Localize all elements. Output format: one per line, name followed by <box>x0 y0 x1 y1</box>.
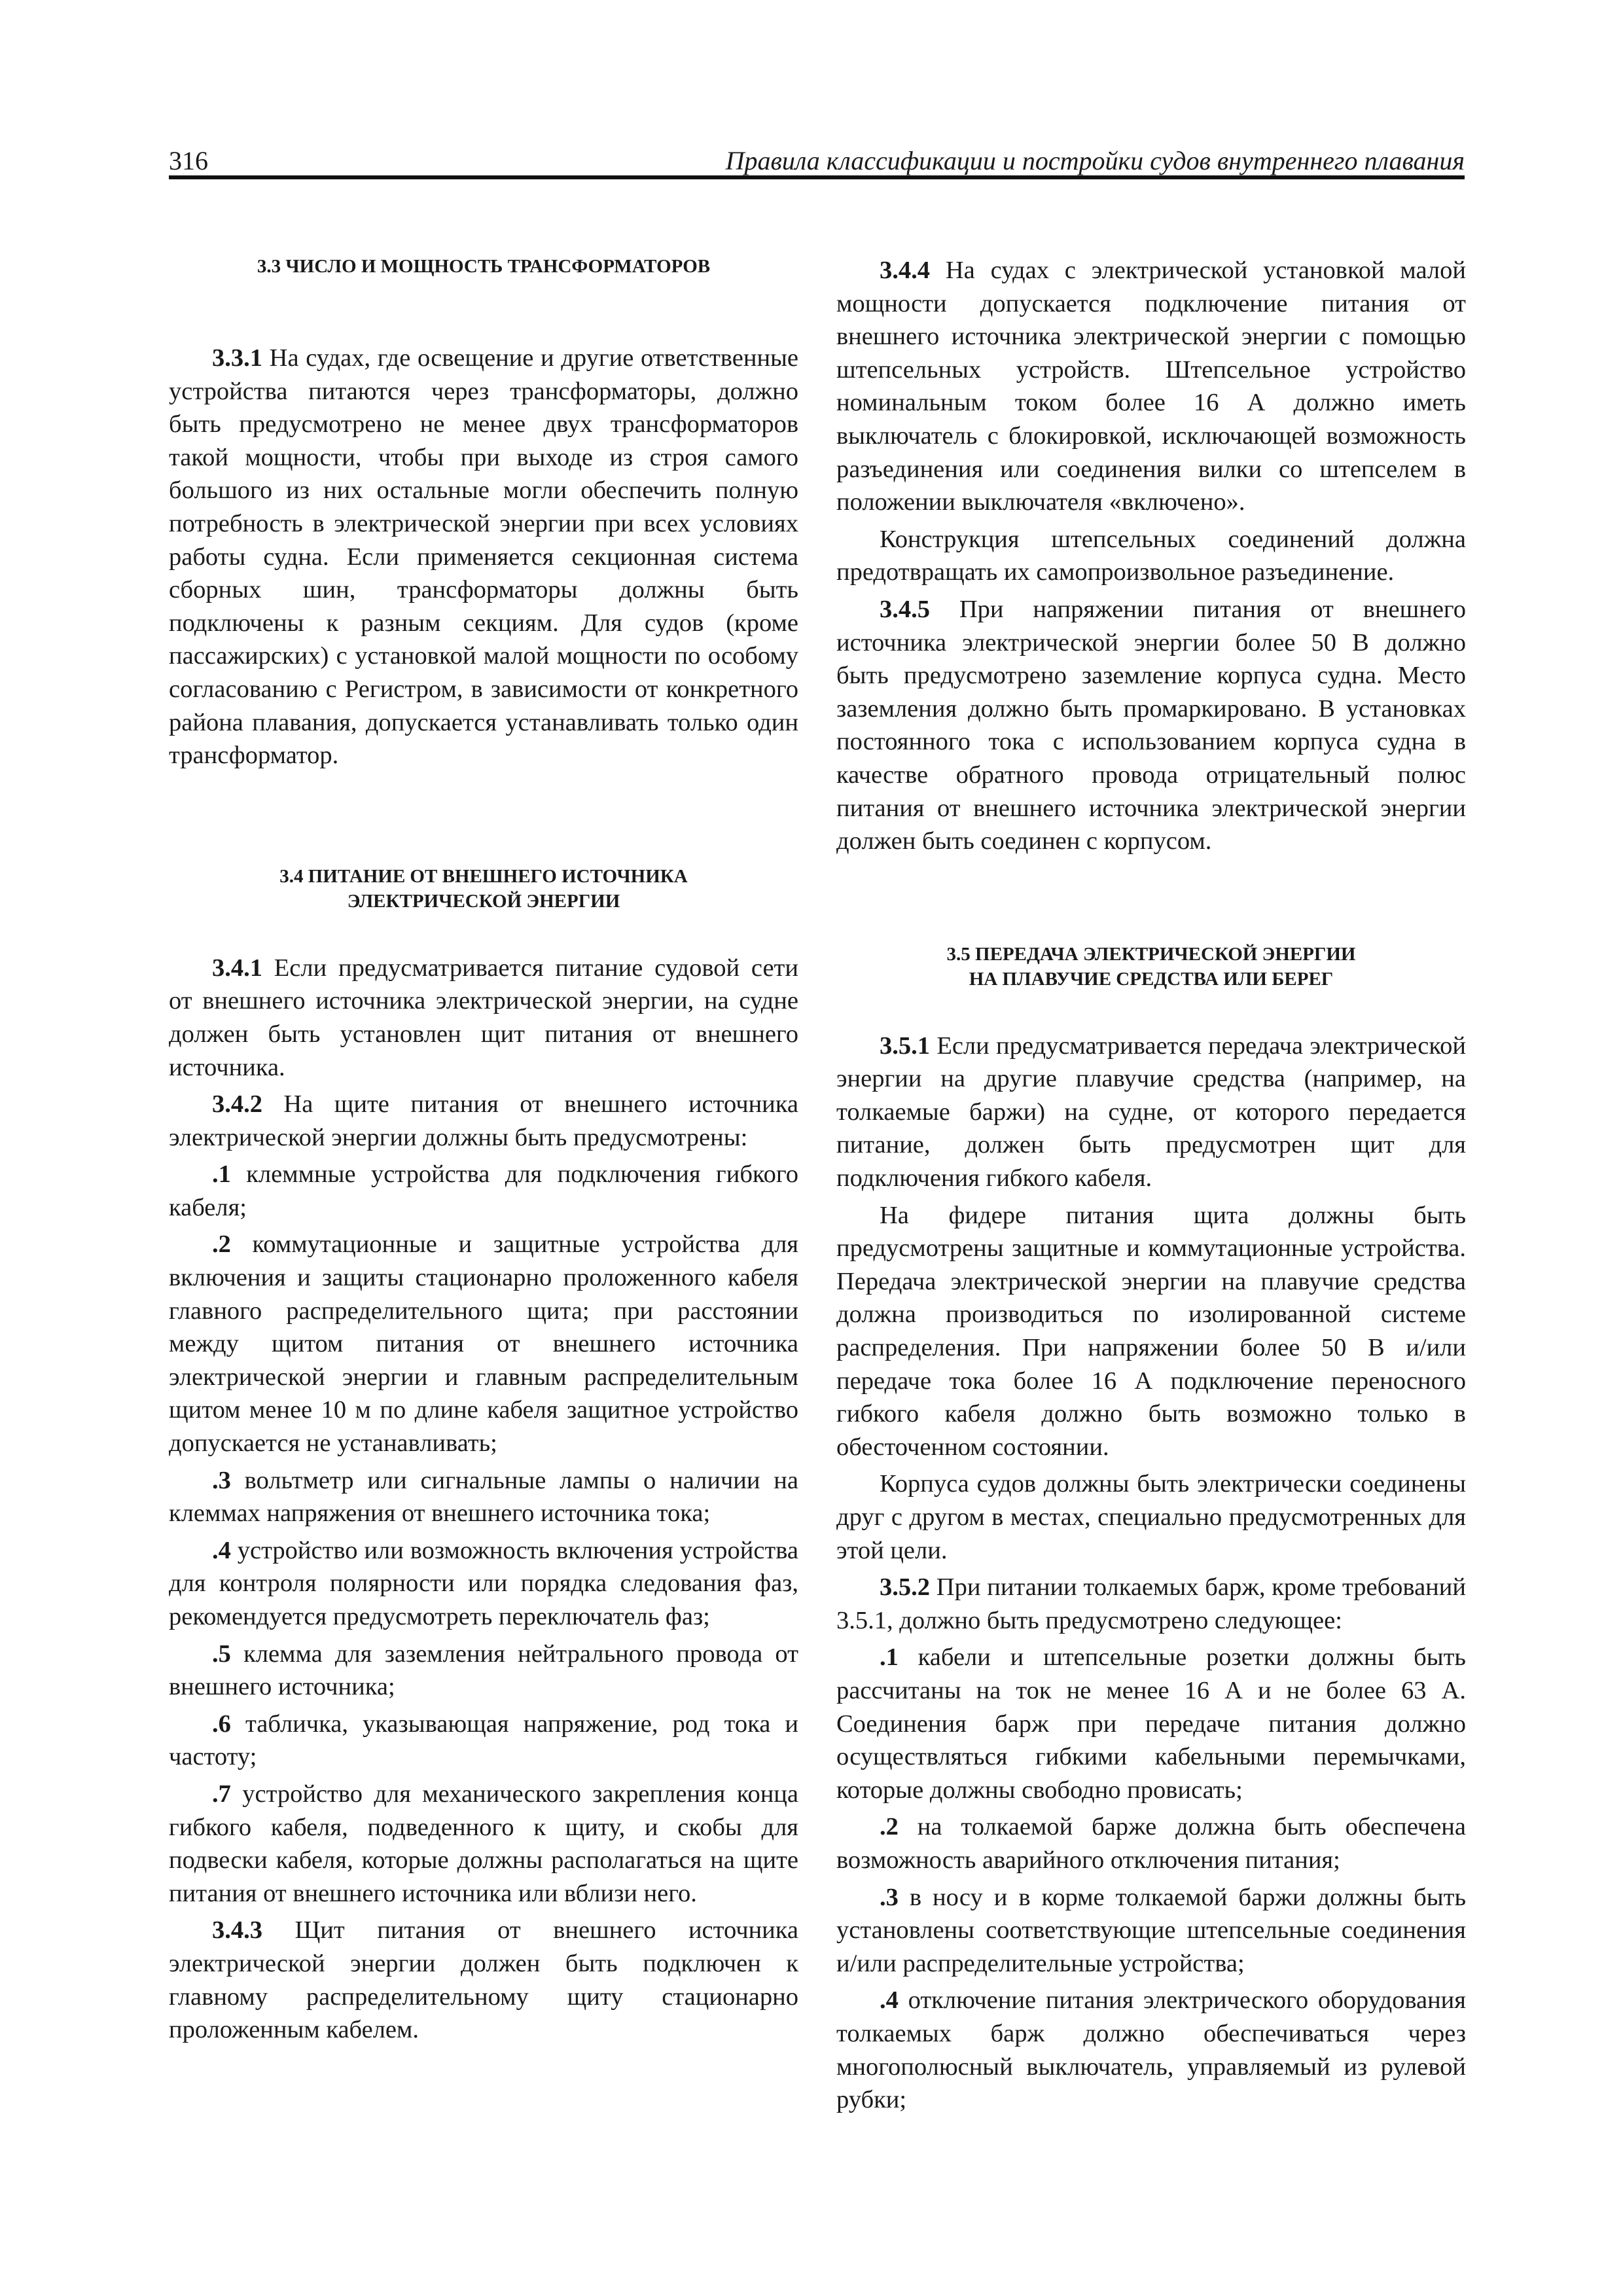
clause-3-3-1 <box>169 342 798 772</box>
item-text: на толкаемой барже должна быть обеспечена возможность аварийного отключения питания; <box>836 1813 1466 1874</box>
clause-3-5-2 <box>836 1571 1466 1637</box>
section-3-5-title <box>836 942 1466 992</box>
item-text: устройство для механического закрепления конца гибкого кабеля, подведенного к щиту, и скобы для подвески кабеля, которые должны располагаться на щите питания от внешнего источника или вблизи него. <box>169 1780 798 1907</box>
clause-3-4-2 <box>169 1088 798 1154</box>
item-number: .1 <box>212 1160 231 1189</box>
list-item <box>836 1810 1466 1876</box>
page-header <box>169 139 1465 178</box>
right-column <box>836 254 1466 2121</box>
item-text: клемма для заземления нейтрального провода от внешнего источника; <box>169 1640 798 1701</box>
clause-3-4-1 <box>169 952 798 1084</box>
item-number: .7 <box>212 1780 231 1808</box>
header-rule <box>169 175 1465 179</box>
clause-text: На судах, где освещение и другие ответственные устройства питаются через трансформаторы, должно быть предусмотрено не менее двух трансформаторов такой мощности, чтобы при выходе из строя самого большого из них остальные могли обеспечить полную потребность в электрической энергии при всех условиях работы судна. Если применяется секционная система сборных шин, трансформаторы должны быть подключены к разным секциям. Для судов (кроме пассажирских) с установкой малой мощности по особому согласованию с Регистром, в зависимости от конкретного района плавания, допускается устанавливать только один трансформатор. <box>169 344 798 770</box>
clause-3-5-1 <box>836 1030 1466 1195</box>
list-item <box>169 1708 798 1774</box>
clause-3-5-1-continued: Корпуса судов должны быть электрически соединены друг с другом в местах, специально предусмотренных для этой цели. <box>836 1470 1466 1564</box>
list-item <box>169 1534 798 1634</box>
clause-number: 3.4.2 <box>212 1090 262 1119</box>
section-title-line: 3.4 ПИТАНИЕ ОТ ВНЕШНЕГО ИСТОЧНИКА <box>279 865 688 887</box>
item-number: .5 <box>212 1640 231 1668</box>
item-number: .3 <box>880 1883 899 1911</box>
clause-3-4-5 <box>836 593 1466 858</box>
left-column <box>169 254 798 2051</box>
section-title-line: НА ПЛАВУЧИЕ СРЕДСТВА ИЛИ БЕРЕГ <box>969 968 1334 990</box>
list-item <box>169 1158 798 1224</box>
clause-text: При питании толкаемых барж, кроме требований 3.5.1, должно быть предусмотрено следующее: <box>836 1573 1466 1634</box>
item-text: устройство или возможность включения устройства для контроля полярности или порядка следования фаз, рекомендуется предусмотреть переключатель фаз; <box>169 1536 798 1630</box>
clause-text: Щит питания от внешнего источника электрической энергии должен быть подключен к главному распределительному щиту стационарно проложенным кабелем. <box>169 1916 798 2044</box>
section-3-3-title: 3.3 ЧИСЛО И МОЩНОСТЬ ТРАНСФОРМАТОРОВ <box>257 256 711 277</box>
list-item <box>169 1638 798 1704</box>
item-number: .3 <box>212 1466 231 1494</box>
clause-3-4-3 <box>169 1914 798 2046</box>
item-text: отключение питания электрического оборудования толкаемых барж должно обеспечиваться через многополюсный выключатель, управляемый из рулевой рубки; <box>836 1986 1466 2114</box>
clause-text: На судах с электрической установкой малой мощности допускается подключение питания от внешнего источника электрической энергии с помощью штепсельных устройств. Штепсельное устройство номинальным током более 16 А должно иметь выключатель с блокировкой, исключающей возможность разъединения или соединения вилки со штепселем в положении выключателя «включено». <box>836 257 1466 516</box>
item-text: табличка, указывающая напряжение, род тока и частоту; <box>169 1710 798 1771</box>
clause-text: На щите питания от внешнего источника электрической энергии должны быть предусмотрены: <box>169 1090 798 1151</box>
list-item <box>169 1228 798 1460</box>
item-text: в носу и в корме толкаемой баржи должны быть установлены соответствующие штепсельные соединения и/или распределительные устройства; <box>836 1883 1466 1977</box>
section-title-line: ЭЛЕКТРИЧЕСКОЙ ЭНЕРГИИ <box>347 890 620 912</box>
item-number: .2 <box>880 1813 899 1841</box>
clause-number: 3.4.3 <box>212 1916 262 1945</box>
clause-number: 3.4.4 <box>880 257 930 284</box>
section-3-4-title <box>169 864 798 914</box>
item-number: .2 <box>212 1230 231 1259</box>
clause-3-4-4-continued: Конструкция штепсельных соединений должна предотвращать их самопроизвольное разъединение. <box>836 525 1466 586</box>
item-text: коммутационные и защитные устройства для включения и защиты стационарно проложенного кабеля главного распределительного щита; при расстоянии между щитом питания от внешнего источника электрической энергии и главным распределительным щитом менее 10 м по длине кабеля защитное устройство допускается не устанавливать; <box>169 1230 798 1458</box>
item-number: .4 <box>212 1536 231 1564</box>
clause-3-5-1-continued: На фидере питания щита должны быть предусмотрены защитные и коммутационные устройства. Передача электрической энергии на плавучие средства должна производиться по изолированной системе распределения. При напряжении более 50 В и/или передаче тока более 16 А подключение переносного гибкого кабеля должно быть возможно только в обесточенном состоянии. <box>836 1201 1466 1461</box>
item-number: .1 <box>880 1643 899 1672</box>
list-item <box>169 1464 798 1530</box>
list-item <box>836 1881 1466 1981</box>
clause-text: Если предусматривается питание судовой сети от внешнего источника электрической энергии, на судне должен быть установлен щит питания от внешнего источника. <box>169 954 798 1081</box>
clause-number: 3.3.1 <box>212 344 262 372</box>
item-text: кабели и штепсельные розетки должны быть рассчитаны на ток не менее 16 А и не более 63 А. Соединения барж при передаче питания должно осуществляться гибкими кабельными перемычками, которые должны свободно провисать; <box>836 1643 1466 1804</box>
clause-number: 3.5.2 <box>880 1573 930 1602</box>
list-item <box>169 1778 798 1910</box>
item-text: вольтметр или сигнальные лампы о наличии на клеммах напряжения от внешнего источника тока; <box>169 1466 798 1528</box>
clause-3-4-4 <box>836 254 1466 519</box>
page-number: 316 <box>169 146 208 175</box>
list-item <box>836 1641 1466 1806</box>
clause-number: 3.5.1 <box>880 1031 930 1060</box>
clause-text: При напряжении питания от внешнего источника электрической энергии более 50 В должно быть предусмотрено заземление корпуса судна. Место заземления должно быть промаркировано. В установках постоянного тока с использованием корпуса судна в качестве обратного провода отрицательный полюс питания от внешнего источника электрической энергии должен быть соединен с корпусом. <box>836 595 1466 855</box>
item-text: клеммные устройства для подключения гибкого кабеля; <box>169 1160 798 1221</box>
running-title: Правила классификации и постройки судов внутреннего плавания <box>725 146 1465 175</box>
clause-text: Если предусматривается передача электрической энергии на другие плавучие средства (например, на толкаемые баржи) на судне, от которого передается питание, должен быть предусмотрен щит для подключения гибкого кабеля. <box>836 1031 1466 1193</box>
section-title-line: 3.5 ПЕРЕДАЧА ЭЛЕКТРИЧЕСКОЙ ЭНЕРГИИ <box>946 943 1356 965</box>
clause-number: 3.4.1 <box>212 954 262 982</box>
clause-number: 3.4.5 <box>880 595 930 623</box>
item-number: .6 <box>212 1710 231 1738</box>
item-number: .4 <box>880 1986 899 2015</box>
list-item <box>836 1984 1466 2116</box>
